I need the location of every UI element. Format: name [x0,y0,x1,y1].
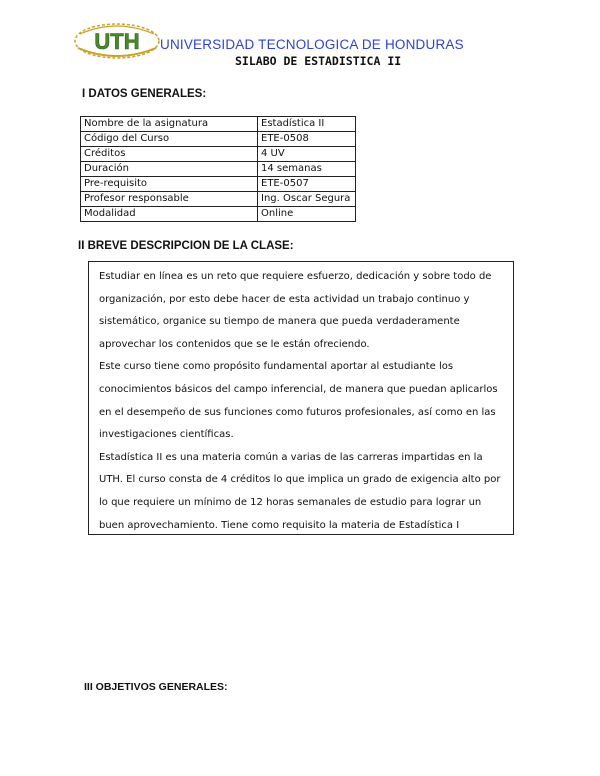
section-heading-description: II BREVE DESCRIPCION DE LA CLASE: [78,240,294,252]
table-row [81,162,356,177]
table-key: Pre-requisito [81,177,258,192]
uth-logo [72,20,162,62]
table-key: Duración [81,162,258,177]
description-paragraph: Estadística II es una materia común a varias de las carreras impartidas en la UTH. El curso consta de 4 créditos lo que implica un grado de exigencia alto por lo que requiere un mínimo de 12 horas semanales de estudio para lograr un buen aprovechamiento. Tiene como requisito la materia de Estadística I [99,451,501,531]
university-title: UNIVERSIDAD TECNOLOGICA DE HONDURAS [160,37,464,52]
description-box [88,261,514,535]
table-value: Ing. Oscar Segura [258,192,356,207]
section-heading-objectives: III OBJETIVOS GENERALES: [84,681,228,693]
section-heading-general-data: I DATOS GENERALES: [82,88,207,100]
table-value: ETE-0508 [258,132,356,147]
table-row [81,147,356,162]
table-value: Estadística II [258,117,356,132]
table-row [81,177,356,192]
table-key: Nombre de la asignatura [81,117,258,132]
document-title: SILABO DE ESTADISTICA II [235,54,402,68]
table-row [81,207,356,222]
table-key: Código del Curso [81,132,258,147]
description-paragraph: Estudiar en línea es un reto que requiere esfuerzo, dedicación y sobre todo de organización, por esto debe hacer de esta actividad un trabajo continuo y sistemático, organice su tiempo de manera que pueda verdaderamente aprovechar los contenidos que se le están ofreciendo. [99,271,492,350]
table-value: 4 UV [258,147,356,162]
logo-text: UTH [94,29,140,54]
table-key: Profesor responsable [81,192,258,207]
table-value: ETE-0507 [258,177,356,192]
table-value: 14 semanas [258,162,356,177]
general-data-table [80,116,356,222]
table-value: Online [258,207,356,222]
table-key: Créditos [81,147,258,162]
table-key: Modalidad [81,207,258,222]
description-paragraph: Este curso tiene como propósito fundamental aportar al estudiante los conocimientos básicos del campo inferencial, de manera que puedan aplicarlos en el desempeño de sus funciones como futuros profesionales, así como en las investigaciones científicas. [99,361,498,441]
table-row [81,132,356,147]
table-row [81,117,356,132]
uth-logo-graphic [72,20,162,62]
table-row [81,192,356,207]
